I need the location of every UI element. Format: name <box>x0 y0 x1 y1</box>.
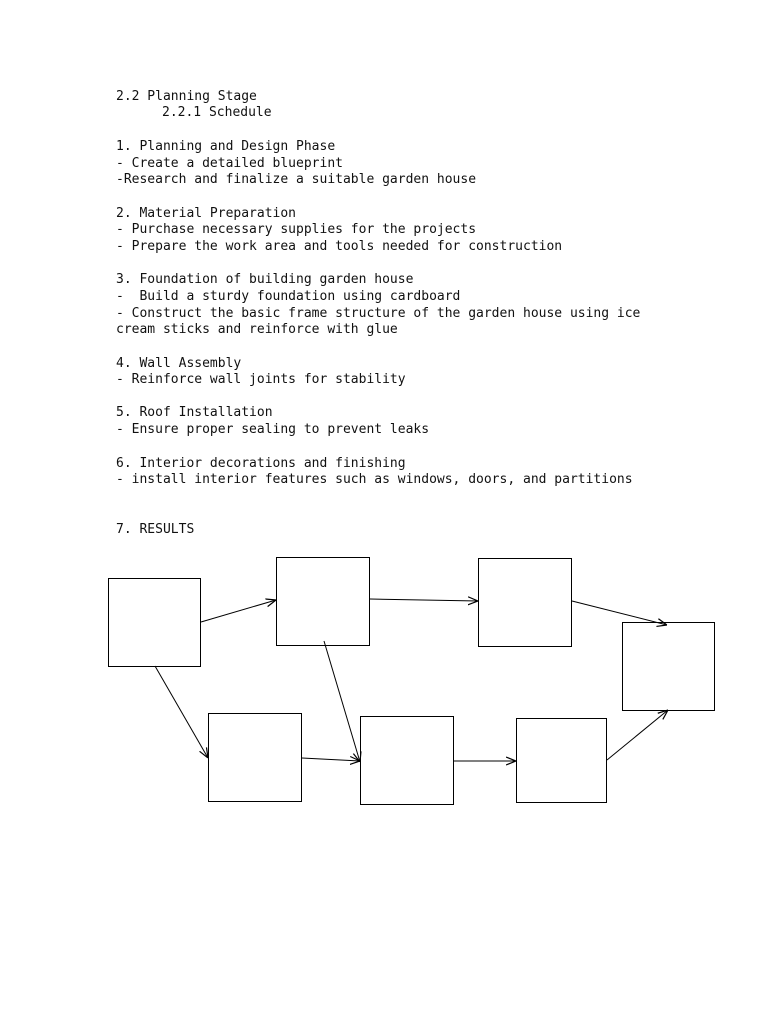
phase-3-item: - Build a sturdy foundation using cardboard <box>116 289 461 304</box>
flow-box-top-2[interactable] <box>479 559 572 647</box>
diagram-boxes <box>109 558 715 805</box>
phase-5-heading: 5. Roof Installation <box>116 405 273 420</box>
phase-2-item: - Purchase necessary supplies for the projects <box>116 222 477 237</box>
phase-3-item: cream sticks and reinforce with glue <box>116 322 398 337</box>
subsection-title: 2.2.1 Schedule <box>162 105 272 120</box>
results-heading: 7. RESULTS <box>116 522 195 537</box>
phase-2-heading: 2. Material Preparation <box>116 206 297 221</box>
phase-1-heading: 1. Planning and Design Phase <box>116 139 336 154</box>
phase-1-item: -Research and finalize a suitable garden house <box>116 172 477 187</box>
section-title: 2.2 Planning Stage <box>116 89 257 104</box>
arrow-top-1-to-bottom-2 <box>324 641 360 762</box>
flow-box-top-1[interactable] <box>277 558 370 646</box>
flow-box-bottom-3[interactable] <box>517 719 607 803</box>
phase-4-heading: 4. Wall Assembly <box>116 356 242 371</box>
flow-box-start[interactable] <box>109 579 201 667</box>
phase-1-item: - Create a detailed blueprint <box>116 156 343 171</box>
phase-2-item: - Prepare the work area and tools needed for construction <box>116 239 563 254</box>
arrow-bottom-3-to-end <box>607 710 668 760</box>
flow-box-bottom-1[interactable] <box>209 714 302 802</box>
arrow-bottom-1-to-bottom-2 <box>302 758 360 761</box>
phase-6-item: - install interior features such as windows, doors, and partitions <box>116 472 633 487</box>
arrow-start-to-top-1 <box>201 600 276 622</box>
phase-3-item: - Construct the basic frame structure of the garden house using ice <box>116 306 641 321</box>
arrow-start-to-bottom-1 <box>155 666 208 758</box>
arrow-top-1-to-top-2 <box>370 599 478 601</box>
flow-box-end[interactable] <box>623 623 715 711</box>
phase-5-item: - Ensure proper sealing to prevent leaks <box>116 422 430 437</box>
phase-3-heading: 3. Foundation of building garden house <box>116 272 414 287</box>
flow-box-bottom-2[interactable] <box>361 717 454 805</box>
phase-6-heading: 6. Interior decorations and finishing <box>116 456 406 471</box>
arrow-top-2-to-end <box>572 601 667 625</box>
phase-4-item: - Reinforce wall joints for stability <box>116 372 406 387</box>
